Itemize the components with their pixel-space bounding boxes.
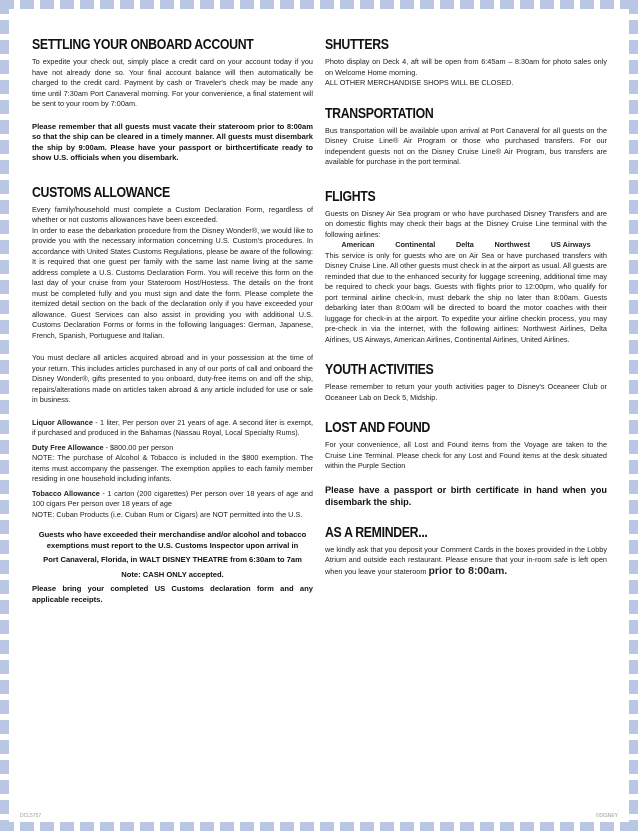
airline-item: Delta: [455, 240, 474, 249]
lost-found-heading: LOST AND FOUND: [325, 419, 430, 436]
airline-item: American: [341, 240, 375, 249]
flights-intro: Guests on Disney Air Sea program or who have purchased Disney Transfers and are on domestic flights may check their bags at the Disney Cruise Line terminal with the following airlines:: [325, 208, 607, 239]
airline-item: Continental: [395, 240, 436, 249]
decorative-border-top: [0, 0, 638, 9]
liquor-text: - 1 liter, Per person over 21 years of age. A second liter is exempt, if purchased and produced in the Bahamas (Nassau Royal, Local Specialty Rums).: [32, 417, 313, 437]
passport-notice: Please have a passport or birth certificate in hand when you disembark the ship.: [325, 484, 607, 507]
lost-found-body: For your convenience, all Lost and Found items from the Voyage are taken to the Cruise Line Terminal. Please check for any Lost and Found items at the desk situated within the Purple Section: [325, 440, 607, 470]
customs-heading: CUSTOMS ALLOWANCE: [32, 183, 170, 201]
reminder-body: [325, 545, 607, 578]
right-column: [325, 36, 607, 577]
left-column: [32, 36, 313, 605]
account-body: To expedite your check out, simply place a credit card on your account today if you have not already done so. Your final account balance will then automatically be charged to the credit card. Payment by cash or Traveler's check may be made any time until 7:30am Port Canaveral morning. For your convenience, a final statement will be sent to your room by 7:00am.: [32, 57, 313, 108]
duty-allowance: [32, 443, 313, 454]
youth-heading: YOUTH ACTIVITIES: [325, 361, 434, 378]
reminder-emphasis: prior to 8:00am.: [428, 564, 508, 577]
airline-item: US Airways: [550, 240, 591, 249]
decorative-border-left: [0, 0, 9, 831]
duty-label: Duty Free Allowance: [32, 442, 104, 452]
footer-code-left: DCL5757: [20, 813, 42, 819]
tobacco-note: NOTE: Cuban Products (i.e. Cuban Rum or Cigars) are NOT permitted into the U.S.: [32, 509, 303, 519]
duty-text: - $800.00 per person: [103, 442, 174, 452]
exceed-location: Port Canaveral, Florida, in WALT DISNEY THEATRE from 6:30am to 7am: [43, 555, 302, 564]
shutters-body2: ALL OTHER MERCHANDISE SHOPS WILL BE CLOSED.: [325, 78, 514, 87]
flights-body: This service is only for guests who are on Air Sea or have purchased transfers with Disney Cruise Line. All other guests must check in at the airport as usual. All guests are reminded that due to the enhanced security for luggage screening, additional time may be required to check your bags. Guests with flights prior to 12:00pm, who qualify for port terminal airline check-in, must debark the ship no later than 8:00am. Guests debarking later than 8:00am will be directed to board the motor coaches with their luggage for check-in at the airport. To expedite your airline checkin process, you may pre-check in via the internet, with the following airlines: Northwest Airlines, Delta Airlines, US Airways, American Airlines, Continental Airlines, United Airlines.: [325, 250, 607, 344]
tobacco-label: Tobacco Allowance: [32, 488, 100, 498]
footer-code-right: ©DISNEY: [595, 813, 618, 819]
customs-p1: Every family/household must complete a Custom Declaration Form, regardless of whether or not customs allowances have been exceeded.: [32, 204, 313, 224]
account-notice: Please remember that all guests must vacate their stateroom prior to 8:00am so that the ship can be cleared in a timely manner. All guests must disembark the ship by 9:00am. Please have your passport or birthcertificate ready to show U.S. officials when you disembark.: [32, 121, 313, 162]
flights-heading: FLIGHTS: [325, 187, 376, 205]
bring-form-note: Please bring your completed US Customs declaration form and any applicable receipts.: [32, 584, 313, 604]
duty-note: NOTE: The purchase of Alcohol & Tobacco is included in the $800 exemption. The items must accompany the passenger. The exemption applies to each family member residing in one household including infants.: [32, 453, 313, 483]
airline-item: Northwest: [494, 240, 531, 249]
tobacco-text: - 1 carton (200 cigarettes) Per person over 18 years of age and 100 cigars Per person over 18 years of age: [32, 488, 313, 508]
customs-p2: In order to ease the debarkation procedure from the Disney Wonder®, we would like to provide you with the necessary information concerning U.S. Custom's procedures. In accordance with United States Customs Regulations, please be aware of the following: It is required that one guest per family with the same last name living at the same address complete a U.S. Customs Declaration Form. You will receive this form on the last day of your cruise from your Stateroom Host/Hostess. The details on the front must be completed fully and you must sign and date the form. Please complete the itemized detail section on the back of the declaration only if you have exceeded your allowance. Guest Services can also assist in providing you with additional U.S. Customs Declaration Forms or forms in the following languages: German, Japanese, French, Spanish, Portuguese and Italian.: [32, 225, 313, 340]
cash-note: Note: CASH ONLY accepted.: [121, 569, 224, 579]
reminder-text: we kindly ask that you deposit your Comment Cards in the boxes provided in the Lobby Atrium and outside each restaurant. Please ensure that your in-room safe is left open when you leave your stateroom: [325, 544, 607, 576]
reminder-heading: AS A REMINDER...: [325, 523, 428, 541]
decorative-border-right: [629, 0, 638, 831]
airline-list: [325, 240, 607, 251]
shutters-heading: SHUTTERS: [325, 36, 389, 53]
customs-p3: You must declare all articles acquired abroad and in your possession at the time of your return. This includes articles purchased in any of our ports of call and onboard the Disney Wonder®, gifts presented to you onboard, duty-free items on and off the ship, repairs/alterations made on articles taken abroad & any article included for use or sale in business.: [32, 353, 313, 404]
transportation-body: Bus transportation will be available upon arrival at Port Canaveral for all guests on the Disney Cruise Line® Air Program or those who purchased transfers. For our independent guests not on the Disney Cruise Line® Air Program, bus transfers are available for purchase in the port terminal.: [325, 125, 607, 166]
transportation-heading: TRANSPORTATION: [325, 104, 434, 122]
liquor-allowance: [32, 418, 313, 439]
liquor-label: Liquor Allowance: [32, 417, 93, 427]
account-heading: SETTLING YOUR ONBOARD ACCOUNT: [32, 36, 254, 53]
youth-body: Please remember to return your youth activities pager to Disney's Oceaneer Club or Oceaneer Lab on Deck 5, Midship.: [325, 382, 607, 402]
tobacco-allowance: [32, 489, 313, 510]
exceed-notice: Guests who have exceeded their merchandise and/or alcohol and tobacco exemptions must report to the U.S. Customs Inspector upon arrival in: [38, 530, 307, 550]
decorative-border-bottom: [0, 822, 638, 831]
shutters-body: Photo display on Deck 4, aft will be open from 6:45am – 8:30am for photo sales only on Welcome Home morning.: [325, 57, 607, 77]
